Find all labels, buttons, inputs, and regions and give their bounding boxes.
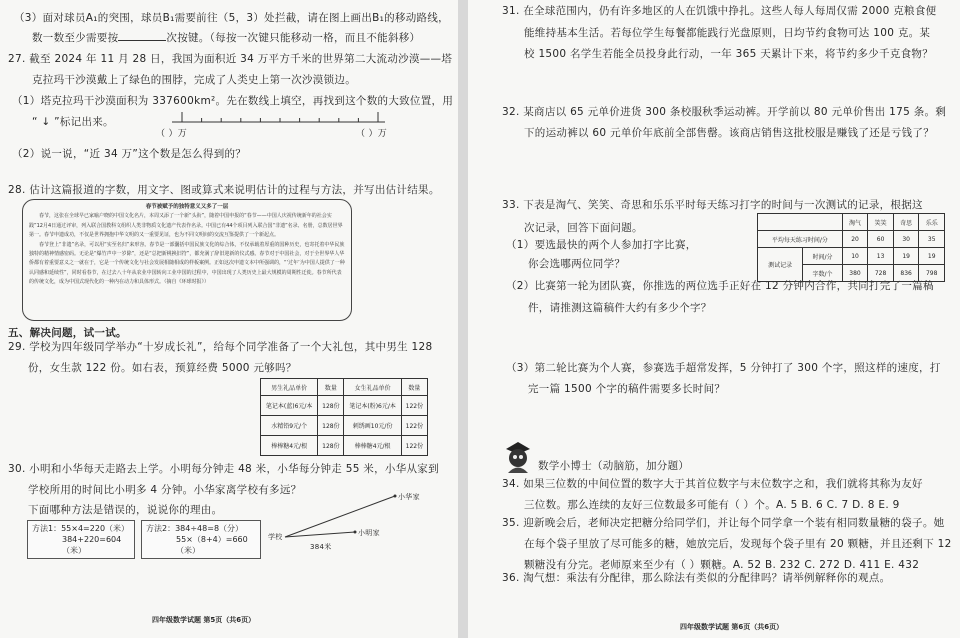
row-label: 平均每天练习时间/分 [758, 231, 843, 248]
table-cell: 798 [919, 265, 945, 282]
table-cell: 刺绣画10元/份 [344, 416, 401, 436]
table-corner [758, 214, 843, 231]
exam-page-6 [468, 0, 960, 638]
table-cell: 笔记本(蓝)6元/本 [261, 396, 318, 416]
section-5-heading: 五、解决问题，试一试。 [8, 327, 127, 339]
q34-line2: 三位数。那么连续的友好三位数最多可能有（ ）个。A. 5 B. 6 C. 7 D. 8 E. 9 [524, 499, 900, 511]
q36: 36. 淘气想：乘法有分配律，那么除法有类似的分配律吗？请举例解释你的观点。 [502, 572, 891, 584]
q33-2-line2: 件，请推测这篇稿件大约有多少个字？ [528, 302, 712, 314]
method-1-line: 方法1：55×4=220（米） [32, 524, 130, 533]
q31-line2: 能维持基本生活。若每位学生每餐都能践行光盘原则，日均节约食物可达 100 克。某 [524, 27, 931, 39]
table-cell: 380 [842, 265, 868, 282]
typing-record-table [757, 213, 945, 282]
q33-line2: 次记录，回答下面问题。 [524, 222, 643, 234]
table-cell: 122份 [401, 396, 427, 416]
table-cell: 19 [893, 248, 919, 265]
q35-line2: 在每个袋子里放了尽可能多的糖，她放完后，发现每个袋子里有 20 颗糖，并且还剩下 12 [524, 538, 952, 550]
q33-line1: 33. 下表是淘气、笑笑、奇思和乐乐平时每天练习打字的时间与一次测试的记录，根据这 [502, 199, 923, 211]
table-header: 淘气 [842, 214, 868, 231]
xiaohua-home-label: 小华家 [398, 493, 420, 501]
q28: 28. 估计这篇报道的字数，用文字、图或算式来说明估计的过程与方法，并写出估计结果。 [8, 184, 440, 196]
q26-3-prefix: 数一数至少需要按 [32, 32, 119, 44]
q30-line2: 学校所用的时间比小明多 4 分钟。小华家离学校有多远？ [28, 484, 302, 496]
table-cell: 128份 [318, 436, 344, 456]
gift-price-table [260, 378, 428, 456]
table-header: 奇思 [893, 214, 919, 231]
q30-line3: 下面哪种方法是错误的，说说你的理由。 [28, 504, 223, 516]
method-2-box [141, 520, 261, 559]
exam-page-5 [0, 0, 458, 638]
method-2-line: 55×（8+4）=660（米） [176, 535, 248, 555]
table-cell: 60 [868, 231, 894, 248]
table-cell: 728 [868, 265, 894, 282]
q26-3-line1: （3）面对球员A₁的突围，球员B₁需要前往（5，3）处拦截，请在图上画出B₁的移动路线， [14, 12, 449, 24]
q27-1: （1）塔克拉玛干沙漠面积为 337600km²。先在数线上填空，再找到这个数的大致位置，用 [12, 95, 454, 107]
q33-1: （1）要选最快的两个人参加打字比赛， [506, 239, 697, 251]
numberline-left-label: （ ）万 [156, 129, 188, 139]
article-paragraph: 春节，这张在全球早已家喻户晓的中国文化名片，本周又添了一个新“头衔”，随着中国申报的“春节——中国人庆祝传统新年的社会实践”12月4日通过评审，列入联合国教科文组织人类非物质文化遗产代表作名录。中国已有44个项目列入联合国“非遗”名录、名册，总数居世界第一。春节申遗成功，不仅是世界拥抱中华文明的又一重要见证，也为不同文明间的交流互鉴提供了一个新起点。 [29, 213, 343, 239]
table-cell: 128份 [318, 416, 344, 436]
q27-line1: 27. 截至 2024 年 11 月 28 日，我国为面积近 34 万平方千米的世界第二大流动沙漠——塔 [8, 53, 453, 65]
article-paragraph: 春节登上“非遗”名录，可以用“实至名归”来形容。春节是一部囊括中国民族文化的综合体，不仅承载着厚重的国种历史，也寄托着中华民族独特的精神情感密码。无论是“爆竹声中一岁除”，还是“总把新桃换旧符”，都充满了辞旧迎新的仪式感。春节对于中国社会，对于全世界华人华侨都有着重要意义之一就在于，它是一个传统文化与社会发展相随相成的样板案例。正如这次申遗文本中所强调的，“‘过年’为中国人提供了一种认同感和延续性”，同时看春节，在过去八十年从农业中国转向工业中国的过程中，中国出现了人类历史上最大规模的周期性迁徙。春节所代表的传统文化，成为中国式现代化的一种内在动力和具体形式。（摘自《环球时报》） [29, 241, 345, 286]
table-cell: 笔记本(粉)6元/本 [344, 396, 401, 416]
q29-line1: 29. 学校为四年级同学举办“十岁成长礼”，给每个同学准备了一个大礼包，其中男生 128 [8, 341, 433, 353]
q33-1-line2: 你会选哪两位同学？ [528, 258, 626, 270]
table-header: 笑笑 [868, 214, 894, 231]
q35-line1: 35. 迎新晚会后，老师决定把糖分给同学们，并让每个同学拿一个装有相同数量糖的袋子。她 [502, 517, 945, 529]
q26-3-suffix: 次按键。（每按一次键只能移动一格，而且不能斜移） [166, 32, 421, 44]
school-label: 学校 [268, 533, 283, 541]
number-line [170, 110, 390, 126]
table-cell: 20 [842, 231, 868, 248]
group-label: 测试记录 [758, 248, 803, 282]
news-article-box [22, 199, 352, 321]
q27-1-line2: “ ↓ ”标记出来。 [32, 116, 114, 128]
xiaoming-home-label: 小明家 [358, 529, 380, 537]
table-cell: 128份 [318, 396, 344, 416]
distance-label: 384米 [310, 543, 332, 551]
page-footer: 四年级数学试题 第6页（共6页） [680, 623, 784, 631]
bonus-section-title: 数学小博士（动脑筋，加分题） [538, 460, 690, 472]
table-cell: 19 [919, 248, 945, 265]
table-cell: 836 [893, 265, 919, 282]
method-1-line: 384+220=604（米） [62, 535, 122, 555]
numberline-right-label: （ ）万 [356, 129, 388, 139]
q33-3: （3）第二轮比赛为个人赛，参赛选手超常发挥，5 分钟打了 300 个字，照这样的速度，打 [506, 362, 941, 374]
q34-line1: 34. 如果三位数的中间位置的数字大于其首位数字与末位数字之和，我们就将其称为友好 [502, 478, 923, 490]
row-label: 时间/分 [803, 248, 842, 265]
table-header: 男生礼品单价 [261, 379, 318, 396]
q31-line3: 校 1500 名学生若能全员投身此行动，一年 365 天累计下来，将节约多少千克食物？ [524, 48, 934, 60]
q29-line2: 份，女生款 122 份。如右表，预算经费 5000 元够吗？ [28, 362, 297, 374]
q33-3-line2: 完一篇 1500 个字的稿件需要多长时间？ [528, 383, 726, 395]
q26-3-line2 [32, 30, 420, 45]
q27-line2: 克拉玛干沙漠戴上了绿色的围脖，完成了人类史上第一次沙漠锁边。 [32, 74, 356, 86]
answer-blank [118, 40, 166, 41]
table-cell: 35 [919, 231, 945, 248]
table-cell: 122份 [401, 416, 427, 436]
table-cell: 10 [842, 248, 868, 265]
table-cell: 棒棒糖4元/根 [261, 436, 318, 456]
table-cell: 30 [893, 231, 919, 248]
row-label: 字数/个 [803, 265, 842, 282]
table-header: 乐乐 [919, 214, 945, 231]
q32-line1: 32. 某商店以 65 元单价进货 300 条校服秋季运动裤。开学前以 80 元单价售出 175 条。剩 [502, 106, 947, 118]
table-header: 数量 [401, 379, 427, 396]
table-cell: 棒棒糖4元/根 [344, 436, 401, 456]
route-diagram [280, 492, 410, 542]
q30-line1: 30. 小明和小华每天走路去上学。小明每分钟走 48 米，小华每分钟走 55 米，小华从家到 [8, 463, 439, 475]
q32-line2: 下的运动裤以 60 元单价年底前全部售罄。该商店销售这批校服是赚钱了还是亏钱了？ [524, 127, 935, 139]
method-1-box [27, 520, 135, 559]
math-doctor-mascot-icon [502, 440, 534, 474]
table-header: 数量 [318, 379, 344, 396]
page-footer: 四年级数学试题 第5页（共6页） [152, 616, 256, 624]
q31-line1: 31. 在全球范围内，仍有许多地区的人在饥饿中挣扎。这些人每人每周仅需 2000 克粮食便 [502, 5, 937, 17]
table-cell: 13 [868, 248, 894, 265]
article-title: 春节被赋予的独特意义又多了一层 [145, 204, 229, 210]
q27-2: （2）说一说，“近 34 万”这个数是怎么得到的？ [12, 148, 247, 160]
method-2-line: 方法2：384÷48=8（分） [146, 524, 244, 533]
table-cell: 122份 [401, 436, 427, 456]
q33-2: （2）比赛第一轮为团队赛，你推选的两位选手正好在 12 分钟内合作，共同打完了一篇稿 [506, 280, 934, 292]
q35-line3: 颗糖没有分完。老师原来至少有（ ）颗糖。A. 52 B. 232 C. 272 D. 411 E. 432 [524, 559, 920, 571]
table-header: 女生礼品单价 [344, 379, 401, 396]
table-cell: 水精铅9元/个 [261, 416, 318, 436]
